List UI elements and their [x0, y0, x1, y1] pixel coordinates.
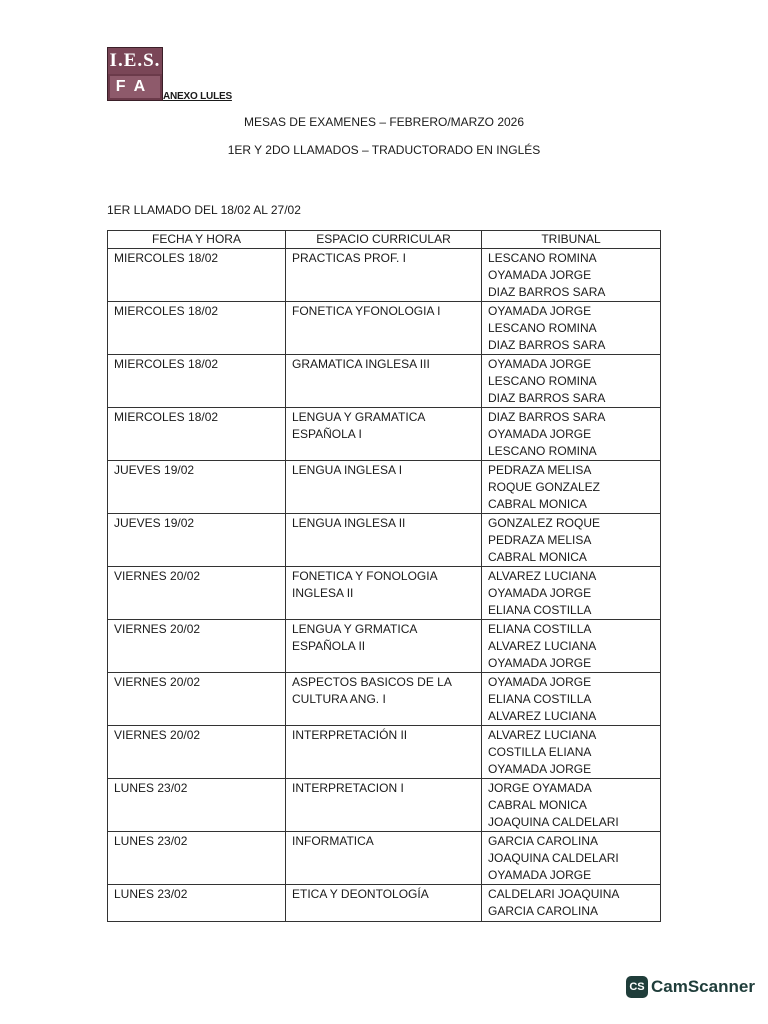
tribunal-member: JOAQUINA CALDELARI: [488, 851, 619, 865]
fecha-text: VIERNES 20/02: [114, 622, 201, 636]
cell-fecha: [108, 726, 286, 779]
fecha-text: LUNES 23/02: [114, 781, 188, 795]
tribunal-member: OYAMADA JORGE: [488, 304, 592, 318]
tribunal-member: DIAZ BARROS SARA: [488, 285, 606, 299]
espacio-line: FONETICA Y FONOLOGIA: [292, 569, 438, 583]
tribunal-member: ELIANA COSTILLA: [488, 603, 592, 617]
cell-espacio: [286, 832, 482, 885]
table-row: [108, 832, 661, 885]
table-row: [108, 302, 661, 355]
header-fecha: FECHA Y HORA: [108, 231, 286, 249]
cell-espacio: [286, 302, 482, 355]
espacio-line: INTERPRETACION I: [292, 781, 404, 795]
cell-tribunal: [482, 302, 661, 355]
tribunal-member: DIAZ BARROS SARA: [488, 338, 606, 352]
institution-logo: [107, 47, 163, 101]
tribunal-member: OYAMADA JORGE: [488, 357, 592, 371]
cell-espacio: [286, 779, 482, 832]
fecha-text: VIERNES 20/02: [114, 675, 201, 689]
tribunal-member: JOAQUINA CALDELARI: [488, 815, 619, 829]
cell-fecha: [108, 514, 286, 567]
table-row: [108, 461, 661, 514]
espacio-line: LENGUA Y GRMATICA: [292, 622, 418, 636]
tribunal-member: GARCIA CAROLINA: [488, 904, 599, 918]
espacio-line: LENGUA INGLESA I: [292, 463, 403, 477]
fecha-text: MIERCOLES 18/02: [114, 251, 219, 265]
cell-tribunal: [482, 461, 661, 514]
tribunal-member: JORGE OYAMADA: [488, 781, 592, 795]
logo-bottom-text: FA: [110, 76, 160, 98]
espacio-line: ESPAÑOLA II: [292, 639, 366, 653]
tribunal-member: GONZALEZ ROQUE: [488, 516, 601, 530]
table-header-row: [108, 231, 661, 249]
anexo-label: ANEXO LULES: [163, 91, 232, 102]
table-row: [108, 514, 661, 567]
tribunal-member: OYAMADA JORGE: [488, 762, 592, 776]
cell-tribunal: [482, 249, 661, 302]
cell-fecha: [108, 620, 286, 673]
cell-tribunal: [482, 885, 661, 922]
tribunal-member: OYAMADA JORGE: [488, 427, 592, 441]
espacio-line: FONETICA YFONOLOGIA I: [292, 304, 441, 318]
cell-tribunal: [482, 567, 661, 620]
section-heading: 1ER LLAMADO DEL 18/02 AL 27/02: [107, 203, 301, 217]
fecha-text: MIERCOLES 18/02: [114, 410, 219, 424]
fecha-text: LUNES 23/02: [114, 834, 188, 848]
camscanner-text: CamScanner: [651, 977, 755, 996]
tribunal-member: ALVAREZ LUCIANA: [488, 569, 597, 583]
header-espacio: ESPACIO CURRICULAR: [286, 231, 482, 249]
document-title: MESAS DE EXAMENES – FEBRERO/MARZO 2026: [243, 115, 525, 129]
cell-fecha: [108, 832, 286, 885]
table-row: [108, 355, 661, 408]
espacio-line: CULTURA ANG. I: [292, 692, 386, 706]
cell-tribunal: [482, 726, 661, 779]
tribunal-member: OYAMADA JORGE: [488, 868, 592, 882]
cell-fecha: [108, 302, 286, 355]
cell-fecha: [108, 249, 286, 302]
cell-fecha: [108, 461, 286, 514]
espacio-line: ETICA Y DEONTOLOGÍA: [292, 887, 429, 901]
cell-fecha: [108, 355, 286, 408]
tribunal-member: DIAZ BARROS SARA: [488, 391, 606, 405]
tribunal-member: OYAMADA JORGE: [488, 675, 592, 689]
table-row: [108, 726, 661, 779]
espacio-line: INFORMATICA: [292, 834, 374, 848]
document-subtitle: 1ER Y 2DO LLAMADOS – TRADUCTORADO EN INGLÉS: [227, 143, 541, 157]
tribunal-member: CABRAL MONICA: [488, 798, 587, 812]
tribunal-member: ALVAREZ LUCIANA: [488, 639, 597, 653]
espacio-line: INTERPRETACIÓN II: [292, 728, 408, 742]
table-row: [108, 567, 661, 620]
fecha-text: VIERNES 20/02: [114, 728, 201, 742]
cell-tribunal: [482, 408, 661, 461]
cell-tribunal: [482, 514, 661, 567]
tribunal-member: LESCANO ROMINA: [488, 321, 597, 335]
espacio-line: PRACTICAS PROF. I: [292, 251, 407, 265]
table-row: [108, 779, 661, 832]
fecha-text: JUEVES 19/02: [114, 516, 195, 530]
cell-espacio: [286, 885, 482, 922]
fecha-text: LUNES 23/02: [114, 887, 188, 901]
exam-schedule-table: [107, 230, 661, 922]
cell-tribunal: [482, 673, 661, 726]
cell-tribunal: [482, 355, 661, 408]
tribunal-member: COSTILLA ELIANA: [488, 745, 592, 759]
cell-espacio: [286, 249, 482, 302]
table-row: [108, 885, 661, 922]
tribunal-member: ELIANA COSTILLA: [488, 692, 592, 706]
table-row: [108, 673, 661, 726]
espacio-line: LENGUA Y GRAMATICA: [292, 410, 426, 424]
cell-tribunal: [482, 620, 661, 673]
cell-espacio: [286, 461, 482, 514]
fecha-text: MIERCOLES 18/02: [114, 304, 219, 318]
cell-fecha: [108, 567, 286, 620]
cell-espacio: [286, 355, 482, 408]
header-tribunal: TRIBUNAL: [482, 231, 661, 249]
tribunal-member: CABRAL MONICA: [488, 497, 587, 511]
tribunal-member: OYAMADA JORGE: [488, 268, 592, 282]
fecha-text: JUEVES 19/02: [114, 463, 195, 477]
tribunal-member: LESCANO ROMINA: [488, 444, 597, 458]
tribunal-member: OYAMADA JORGE: [488, 586, 592, 600]
cell-tribunal: [482, 832, 661, 885]
fecha-text: VIERNES 20/02: [114, 569, 201, 583]
tribunal-member: ALVAREZ LUCIANA: [488, 728, 597, 742]
logo-top-text: I.E.S.: [108, 48, 162, 74]
tribunal-member: ROQUE GONZALEZ: [488, 480, 601, 494]
tribunal-member: CABRAL MONICA: [488, 550, 587, 564]
cell-fecha: [108, 779, 286, 832]
tribunal-member: DIAZ BARROS SARA: [488, 410, 606, 424]
cell-espacio: [286, 514, 482, 567]
tribunal-member: ALVAREZ LUCIANA: [488, 709, 597, 723]
cell-espacio: [286, 567, 482, 620]
tribunal-member: PEDRAZA MELISA: [488, 533, 592, 547]
table-row: [108, 620, 661, 673]
fecha-text: MIERCOLES 18/02: [114, 357, 219, 371]
cell-espacio: [286, 673, 482, 726]
table-row: [108, 249, 661, 302]
espacio-line: ASPECTOS BASICOS DE LA: [292, 675, 452, 689]
camscanner-watermark: [626, 976, 755, 998]
espacio-line: LENGUA INGLESA II: [292, 516, 406, 530]
espacio-line: GRAMATICA INGLESA III: [292, 357, 430, 371]
camscanner-logo-icon: CS: [626, 976, 648, 998]
table-row: [108, 408, 661, 461]
cell-espacio: [286, 620, 482, 673]
tribunal-member: ELIANA COSTILLA: [488, 622, 592, 636]
tribunal-member: CALDELARI JOAQUINA: [488, 887, 620, 901]
tribunal-member: OYAMADA JORGE: [488, 656, 592, 670]
tribunal-member: PEDRAZA MELISA: [488, 463, 592, 477]
cell-fecha: [108, 885, 286, 922]
tribunal-member: LESCANO ROMINA: [488, 374, 597, 388]
cell-tribunal: [482, 779, 661, 832]
espacio-line: ESPAÑOLA I: [292, 427, 362, 441]
cell-fecha: [108, 673, 286, 726]
cell-espacio: [286, 408, 482, 461]
tribunal-member: GARCIA CAROLINA: [488, 834, 599, 848]
espacio-line: INGLESA II: [292, 586, 354, 600]
cell-espacio: [286, 726, 482, 779]
cell-fecha: [108, 408, 286, 461]
tribunal-member: LESCANO ROMINA: [488, 251, 597, 265]
